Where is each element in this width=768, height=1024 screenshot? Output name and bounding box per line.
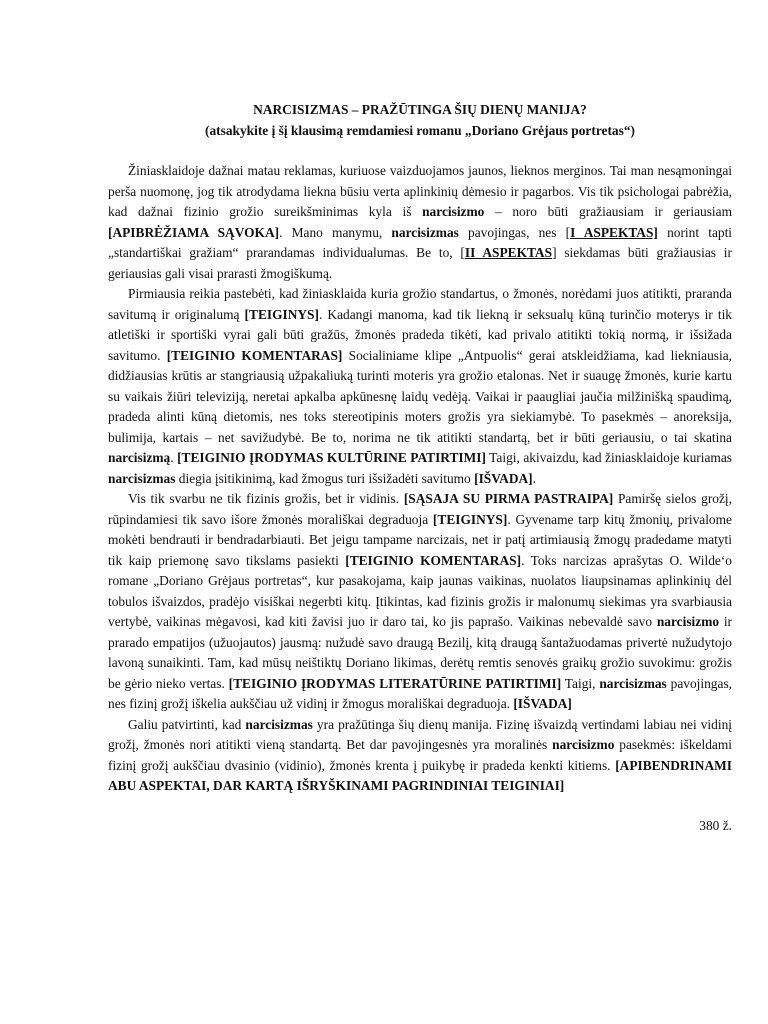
emphasis-text: I ASPEKTAS] [570, 224, 658, 240]
paragraph-text: . Mano manymu, [279, 224, 392, 240]
emphasis-text: narcisizmas [108, 470, 176, 486]
paragraph-text: Vis tik svarbu ne tik fizinis grožis, bet ir vidinis. [128, 491, 404, 506]
document-page [108, 100, 732, 836]
paragraph-text: yra pražūtinga šių dienų manija. Fizinę išvaizdą vertindami labiau nei vidinį grožį, žmonės nori atitikti vieną standartą. Bet dar pavojingesnės yra moralinės [108, 716, 732, 752]
paragraph-text: – noro būti gražiausiam ir geriausiam [484, 204, 732, 219]
emphasis-text: [APIBENDRINAMI ABU ASPEKTAI, DAR KARTĄ IŠRYŠKINAMI PAGRINDINIAI TEIGINIAI] [108, 757, 732, 793]
emphasis-text: narcisizmas [599, 675, 667, 691]
paragraph-text: pavojingas, nes [ [458, 224, 571, 240]
paragraph-text: Taigi, akivaizdu, kad žiniasklaidoje kuriamas [485, 450, 733, 465]
paragraph-text: ] siekdamas būti gražiausias ir geriausias gali visai prarasti žmogiškumą. [108, 245, 732, 281]
paragraph-text: pavojingas, nes fizinį grožį iškelia aukščiau už vidinį ir žmogus morališkai degraduoja. [108, 675, 733, 711]
paragraph-text: Pirmiausia reikia pastebėti, kad žiniasklaida kuria grožio standartus, o žmonės, norėdami juos atitikti, praranda savitumą ir originalumą [108, 286, 732, 322]
emphasis-text: narcisizmo [422, 204, 485, 219]
emphasis-text: [APIBRĖŽIAMA SĄVOKA] [108, 224, 280, 240]
paragraph-text: . Gyvename tarp kitų žmonių, privalome mokėti bendrauti ir bendradarbiauti. Bet jeigu tampame narcizais, net ir patį artimiausią žmogų pradedame matyti tik kaip priemonę savo tikslams pasiekti [108, 511, 732, 568]
paragraph-text: Socialiniame klipe „Antpuolis“ gerai atskleidžiama, kad liekniausia, didžiausias krūtis ar stangriausią užpakaliuką turinti moteris yra grožio etalonas. Net ir suaugę žmonės, kurie kartu su vaikais žiūri televiziją, neretai apkalba apkūnesnę laidų vedėją. Vaikai ir paaugliai jaučia milžinišką spaudimą, pradeda alinti kūną dietomis, nes toks stereotipinis moters grožis yra siekiamybė. To pasekmės – anoreksija, bulimija, kartais – net savižudybė. Be to, norima ne tik atitikti standartą, bet ir būti geriausiu, o tai skatina [108, 347, 733, 445]
paragraph-text: . Toks narcizas aprašytas O. Wilde‘o romane „Doriano Grėjaus portretas“, kur pasakojama, kaip jaunas vaikinas, nuolatos liaupsinamas aplinkinių dėl tobulos išvaizdos, pradėjo visiškai negerbti kitų. Įtikintas, kad fizinis grožis ir malonumų siekimas yra svarbiausia vertybė, vaikinas mėgavosi, kad kiti žavisi juo ir daro tai, ko jis paprašo. Vaikinas nebevaldė savo [108, 552, 733, 629]
emphasis-text: narcisizmo [552, 737, 615, 752]
essay-body [108, 161, 732, 797]
word-count: 380 ž. [699, 817, 732, 833]
paragraph-text: diegia įsitikinimą, kad žmogus turi išsižadėti savitumo [175, 470, 475, 486]
emphasis-text: [IŠVADA] [513, 696, 572, 711]
title-block [108, 100, 732, 141]
emphasis-text: [TEIGINIO ĮRODYMAS KULTŪRINE PATIRTIMI] [177, 450, 486, 465]
emphasis-text: [TEIGINIO KOMENTARAS] [345, 552, 522, 568]
paragraph-text: ir prarado empatijos (užuojautos) jausmą: nužudė savo draugą Bezilį, kitą draugą šantažuodamas privertė nužudytojo lavoną sunaikinti. Tam, kad mūsų neištiktų Doriano likimas, derėtų remtis senovės graikų grožio suvokimu: grožis be gėrio nieko vertas. [108, 614, 732, 691]
emphasis-text: [TEIGINYS] [244, 306, 319, 322]
paragraph-text: Taigi, [561, 675, 600, 691]
paragraph-4 [108, 715, 732, 797]
emphasis-text: [TEIGINIO ĮRODYMAS LITERATŪRINE PATIRTIMI] [228, 675, 562, 691]
paragraph-3 [108, 489, 732, 715]
paragraph-text: . Kadangi manoma, kad tik liekną ir seksualų kūną turinčio moterys ir tik atletiški ir sportiški vyrai gali būti gražūs, žmonės pradeda tikėti, kad privalo atitikti tokią normą, ir išsižada savitumo. [108, 306, 732, 363]
paragraph-text: . [170, 450, 178, 465]
paragraph-text: Galiu patvirtinti, kad [128, 716, 246, 732]
paragraph-text: pasekmės: iškeldami fizinį grožį aukščiau dvasinio (vidinio), žmonės krenta į puikybę ir pradeda kenkti kitiems. [108, 737, 733, 773]
emphasis-text: narcisizmo [656, 614, 720, 629]
essay-title: NARCISIZMAS – PRAŽŪTINGA ŠIŲ DIENŲ MANIJA? [253, 102, 587, 117]
emphasis-text: [TEIGINYS] [432, 511, 508, 527]
emphasis-text: narcisizmas [391, 224, 459, 240]
paragraph-2 [108, 284, 732, 489]
emphasis-text: narcisizmas [245, 716, 313, 732]
paragraph-text: Pamiršę sielos grožį, rūpindamiesi tik savo išore žmonės morališkai degraduoja [108, 491, 732, 527]
emphasis-text: [SĄSAJA SU PIRMA PASTRAIPA] [403, 491, 614, 506]
paragraph-1 [108, 161, 732, 284]
emphasis-text: II ASPEKTAS [464, 245, 553, 260]
paragraph-text: norint tapti „standartiškai gražiam“ prarandamas individualumas. Be to, [ [108, 224, 733, 260]
emphasis-text: [TEIGINIO KOMENTARAS] [166, 347, 343, 363]
paragraph-text: Žiniasklaidoje dažnai matau reklamas, kuriuose vaizduojamos jaunos, lieknos merginos. Tai man nesąmoningai perša nuomonę, jog tik atrodydama liekna būsiu verta aplinkinių dėmesio ir pagarbos. Vis tik psichologai pabrėžia, kad dažnai fizinio grožio sureikšminimas kyla iš [108, 163, 732, 219]
emphasis-text: narcisizmą [108, 450, 171, 465]
emphasis-text: [IŠVADA] [474, 470, 533, 486]
paragraph-text: . [532, 470, 536, 486]
essay-subtitle: (atsakykite į šį klausimą remdamiesi romanu „Doriano Grėjaus portretas“) [205, 122, 635, 138]
